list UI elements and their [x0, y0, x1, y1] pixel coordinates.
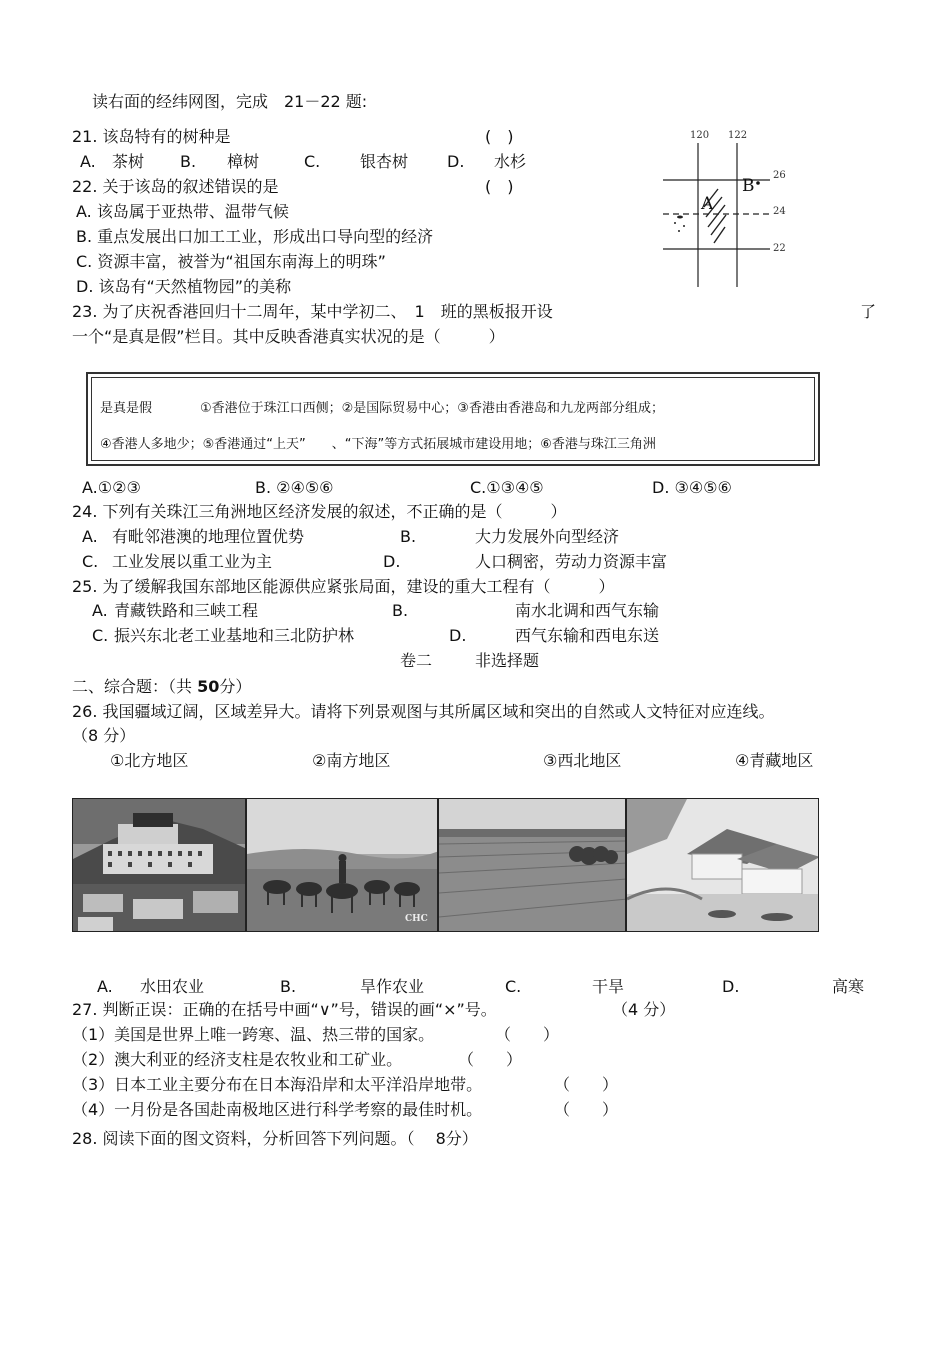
q23-stem-line1-end: 了 [860, 302, 877, 321]
q22-option-d: D. 该岛有“天然植物园”的美称 [76, 277, 292, 296]
q24-stem: 24. 下列有关珠江三角洲地区经济发展的叙述，不正确的是（ ） [72, 502, 567, 521]
q23-option-d: D. ③④⑤⑥ [652, 478, 732, 497]
board-label: 是真是假 [100, 401, 153, 416]
section2-title-b: 非选择题 [475, 651, 540, 670]
feature-a-letter: A. [97, 977, 113, 996]
q24-option-d-text: 人口稠密，劳动力资源丰富 [475, 552, 668, 571]
q21-answer-paren: ( ) [485, 127, 514, 146]
q21-option-d-letter: D. [447, 152, 465, 171]
q23-option-c: C.①③④⑤ [470, 478, 544, 497]
q23-stem-line1: 23. 为了庆祝香港回归十二周年，某中学初二、 1 班的黑板报开设 [72, 302, 553, 321]
q23-option-b: B. ②④⑤⑥ [255, 478, 334, 497]
map-label-b: B [742, 176, 755, 196]
q21-option-c-text: 银杏树 [360, 152, 409, 171]
q27-item-4: （4）一月份是各国赴南极地区进行科学考察的最佳时机。 [72, 1100, 483, 1119]
q26-stem: 26. 我国疆域辽阔，区域差异大。请将下列景观图与其所属区域和突出的自然或人文特征对应连线。 [72, 702, 775, 721]
q27-item-2: （2）澳大利亚的经济支柱是农牧业和工矿业。 [72, 1050, 403, 1069]
region-south: ②南方地区 [312, 751, 391, 770]
region-qinghai-tibet: ④青藏地区 [735, 751, 814, 770]
map-small-islands [674, 216, 685, 233]
q25-option-a-letter: A. [92, 601, 108, 620]
q23-option-a: A.①②③ [82, 478, 141, 497]
q27-score: （4 分） [612, 1000, 676, 1019]
feature-b-text: 旱作农业 [360, 977, 425, 996]
map-point-b [756, 181, 760, 185]
q24-option-b-text: 大力发展外向型经济 [475, 527, 620, 546]
photo-watermark-chc: CHC [405, 914, 428, 924]
feature-d-letter: D. [722, 977, 740, 996]
q24-option-d-letter: D. [383, 552, 401, 571]
q21-stem: 21. 该岛特有的树种是 [72, 127, 231, 146]
q22-option-b: B. 重点发展出口加工工业，形成出口导向型的经济 [76, 227, 434, 246]
q21-option-a-text: 茶树 [112, 152, 145, 171]
q22-answer-paren: ( ) [485, 177, 514, 196]
feature-c-text: 干旱 [592, 977, 625, 996]
q25-option-b-text: 南水北调和西气东输 [515, 601, 660, 620]
map-lon-120-label: 120 [690, 130, 710, 141]
q27-item-3-paren: （ ） [554, 1075, 619, 1094]
q22-stem: 22. 关于该岛的叙述错误的是 [72, 177, 279, 196]
q21-option-b-letter: B. [180, 152, 197, 171]
q25-option-b-letter: B. [392, 601, 409, 620]
q21-option-c-letter: C. [304, 152, 321, 171]
photo-grassland-horses [246, 798, 438, 932]
q25-option-d-letter: D. [449, 626, 467, 645]
feature-c-letter: C. [505, 977, 522, 996]
region-northwest: ③西北地区 [543, 751, 622, 770]
q24-option-a-text: 有毗邻港澳的地理位置优势 [112, 527, 305, 546]
photo-water-town [626, 798, 819, 932]
region-north: ①北方地区 [110, 751, 189, 770]
map-lat-24-label: 24 [773, 206, 786, 217]
q25-option-c-letter: C. [92, 626, 109, 645]
q27-stem: 27. 判断正误：正确的在括号中画“∨”号，错误的画“×”号。 [72, 1000, 497, 1019]
section2-heading: 二、综合题：（共 50分） [72, 677, 252, 696]
q27-item-2-paren: （ ） [458, 1050, 523, 1069]
q24-option-c-letter: C. [82, 552, 99, 571]
photo-dry-farmland [438, 798, 626, 932]
q25-option-d-text: 西气东输和西电东送 [515, 626, 660, 645]
q24-option-a-letter: A. [82, 527, 98, 546]
feature-a-text: 水田农业 [140, 977, 205, 996]
q22-option-a: A. 该岛属于亚热带、温带气候 [76, 202, 289, 221]
q21-option-a-letter: A. [80, 152, 96, 171]
q22-option-c: C. 资源丰富，被誉为“祖国东南海上的明珠” [76, 252, 386, 271]
q25-option-a-text: 青藏铁路和三峡工程 [114, 601, 259, 620]
q27-item-1: （1）美国是世界上唯一跨寒、温、热三带的国家。 [72, 1025, 435, 1044]
q26-score: （8 分） [72, 726, 136, 745]
q24-option-c-text: 工业发展以重工业为主 [112, 552, 273, 571]
q28-stem: 28. 阅读下面的图文资料，分析回答下列问题。（ 8分） [72, 1129, 478, 1148]
q27-item-4-paren: （ ） [554, 1100, 619, 1119]
q24-option-b-letter: B. [400, 527, 417, 546]
feature-d-text: 高寒 [832, 977, 865, 996]
q27-item-3: （3）日本工业主要分布在日本海沿岸和太平洋沿岸地带。 [72, 1075, 483, 1094]
board-statements-line1: ①香港位于珠江口西侧；②是国际贸易中心；③香港由香港岛和九龙两部分组成； [200, 401, 664, 416]
latlong-map [658, 125, 793, 295]
q23-stem-line2: 一个“是真是假”栏目。其中反映香港真实状况的是（ ） [72, 327, 505, 346]
intro-text: 读右面的经纬网图，完成 21－22 题: [92, 92, 368, 111]
photo-potala-palace [72, 798, 246, 932]
map-label-a: A [701, 194, 714, 214]
section2-title-a: 卷二 [400, 651, 433, 670]
q25-option-c-text: 振兴东北老工业基地和三北防护林 [114, 626, 355, 645]
feature-b-letter: B. [280, 977, 297, 996]
map-lat-22-label: 22 [773, 243, 786, 254]
q25-stem: 25. 为了缓解我国东部地区能源供应紧张局面，建设的重大工程有（ ） [72, 577, 615, 596]
map-lon-122-label: 122 [728, 130, 748, 141]
q21-option-b-text: 樟树 [227, 152, 260, 171]
q27-item-1-paren: （ ） [495, 1025, 560, 1044]
board-statements-line2: ④香港人多地少；⑤香港通过“上天” 、“下海”等方式拓展城市建设用地；⑥香港与珠江三角洲 [100, 437, 656, 452]
map-lat-26-label: 26 [773, 170, 786, 181]
q21-option-d-text: 水杉 [494, 152, 527, 171]
